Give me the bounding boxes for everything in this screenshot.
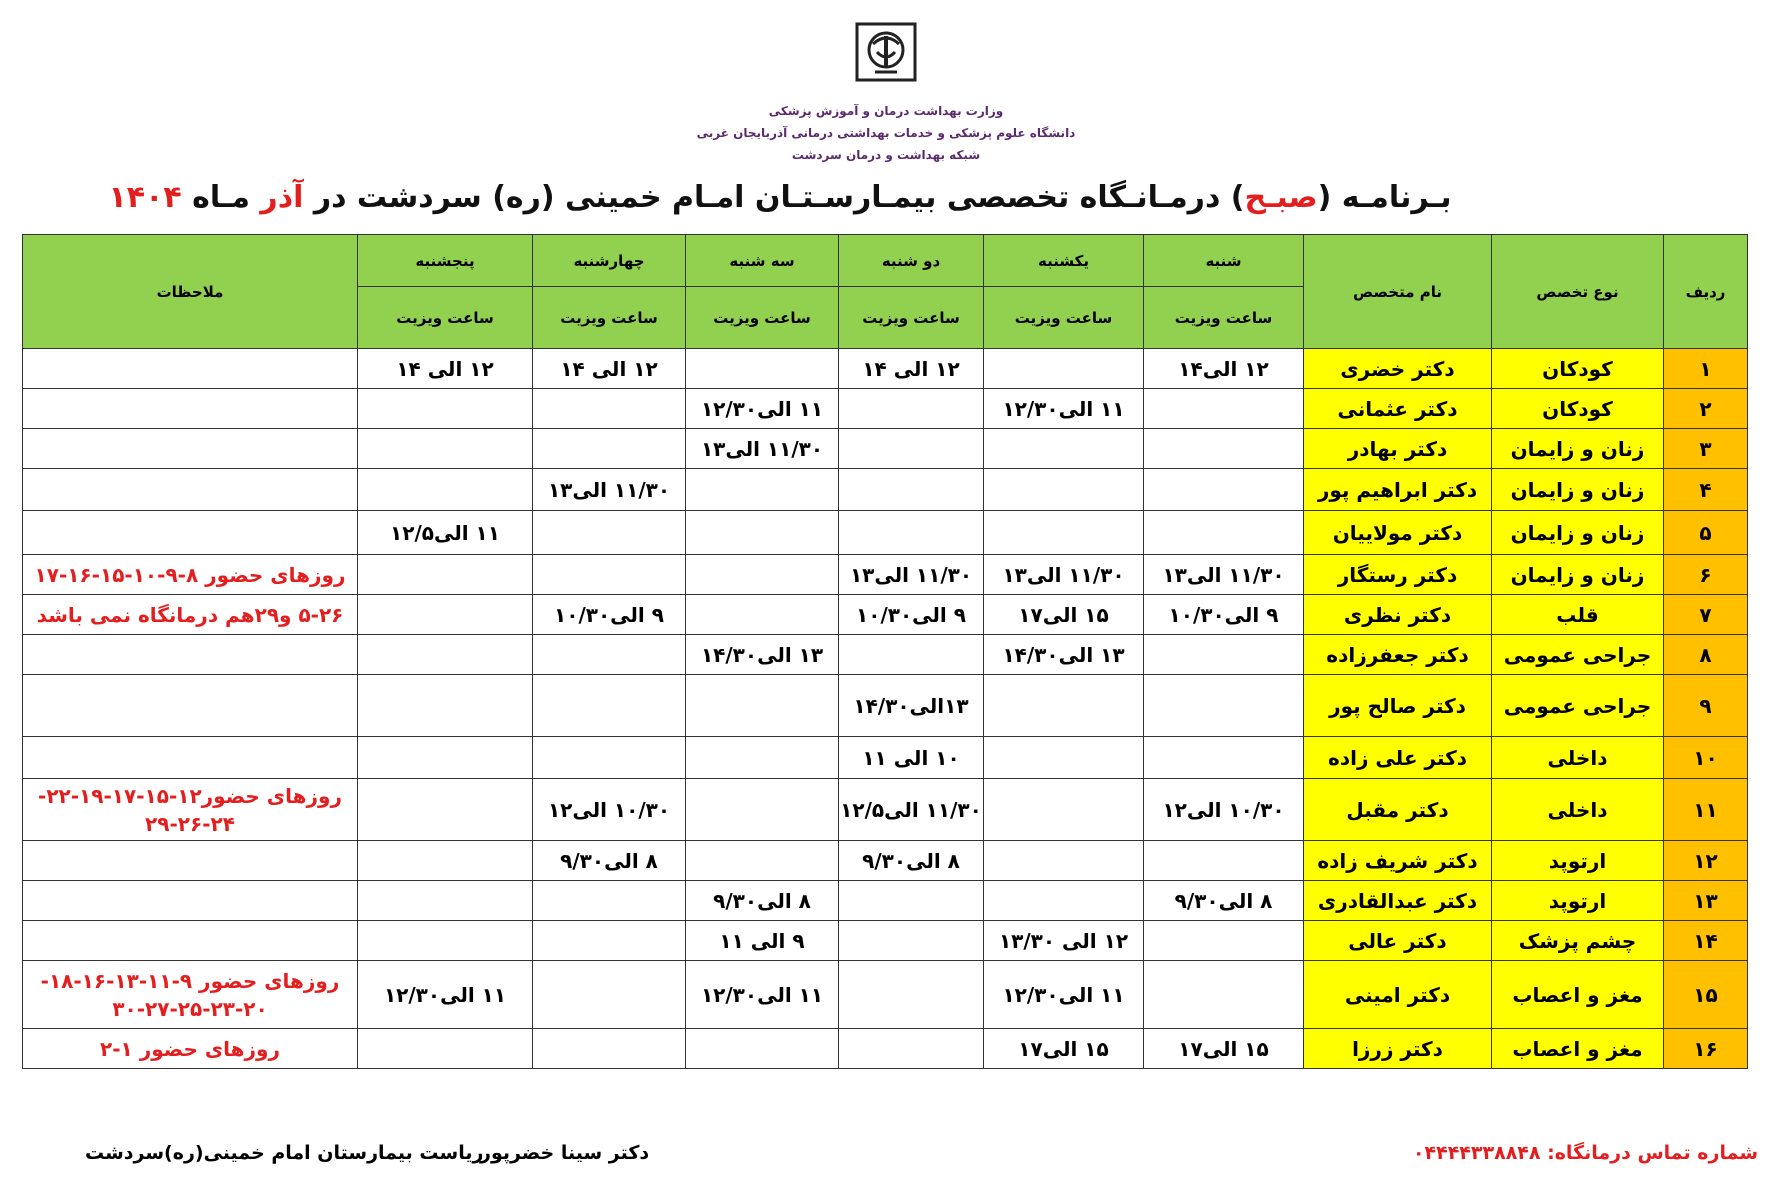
visit-time-cell-wed xyxy=(533,511,686,555)
specialty-cell: داخلی xyxy=(1492,737,1664,779)
visit-time-cell-wed xyxy=(533,429,686,469)
ministry-line: وزارت بهداشت درمان و آموزش پزشکی xyxy=(768,104,1004,118)
notes-cell xyxy=(23,429,358,469)
visit-time-cell-sat xyxy=(1144,841,1304,881)
visit-time-cell-thu xyxy=(358,881,533,921)
specialty-cell: داخلی xyxy=(1492,779,1664,841)
visit-time-cell-tue xyxy=(686,841,839,881)
specialty-cell: زنان و زایمان xyxy=(1492,469,1664,511)
visit-time-cell-tue: ۱۳ الی۱۴/۳۰ xyxy=(686,635,839,675)
table-row xyxy=(23,961,1748,1029)
visit-time-cell-sat: ۸ الی۹/۳۰ xyxy=(1144,881,1304,921)
header-visit-time: ساعت ویزیت xyxy=(686,287,839,349)
table-row xyxy=(23,635,1748,675)
row-number-cell: ۱۳ xyxy=(1664,881,1748,921)
table-row xyxy=(23,511,1748,555)
header-notes: ملاحظات xyxy=(23,235,358,349)
table-row xyxy=(23,1029,1748,1069)
visit-time-cell-wed xyxy=(533,389,686,429)
specialty-cell: قلب xyxy=(1492,595,1664,635)
doctor-cell: دکتر شریف زاده xyxy=(1304,841,1492,881)
doctor-cell: دکتر رستگار xyxy=(1304,555,1492,595)
visit-time-cell-thu xyxy=(358,921,533,961)
visit-time-cell-tue xyxy=(686,469,839,511)
visit-time-cell-thu xyxy=(358,469,533,511)
row-number-cell: ۱ xyxy=(1664,349,1748,389)
visit-time-cell-tue: ۱۱ الی۱۲/۳۰ xyxy=(686,389,839,429)
visit-time-cell-wed xyxy=(533,555,686,595)
doctor-cell: دکتر نظری xyxy=(1304,595,1492,635)
signer-title: ریاست بیمارستان امام خمینی(ره)سردشت xyxy=(85,1142,484,1164)
signer-name: دکتر سینا خضرپور xyxy=(480,1142,650,1164)
visit-time-cell-mon: ۹ الی۱۰/۳۰ xyxy=(839,595,984,635)
visit-time-cell-sun: ۱۵ الی۱۷ xyxy=(984,1029,1144,1069)
header-visit-time: ساعت ویزیت xyxy=(1144,287,1304,349)
visit-time-cell-wed xyxy=(533,675,686,737)
visit-time-cell-thu xyxy=(358,595,533,635)
page-title xyxy=(0,180,1560,215)
visit-time-cell-thu xyxy=(358,737,533,779)
header-specialty: نوع تخصص xyxy=(1492,235,1664,349)
schedule-table xyxy=(22,234,1748,1069)
table-row xyxy=(23,675,1748,737)
row-number-cell: ۱۶ xyxy=(1664,1029,1748,1069)
visit-time-cell-tue: ۸ الی۹/۳۰ xyxy=(686,881,839,921)
title-highlight-month: آذر xyxy=(260,180,304,215)
notes-cell: روزهای حضور ۸-۹-۱۰-۱۵-۱۶-۱۷ xyxy=(23,555,358,595)
doctor-cell: دکتر خضری xyxy=(1304,349,1492,389)
visit-time-cell-tue xyxy=(686,675,839,737)
visit-time-cell-sat: ۱۰/۳۰ الی۱۲ xyxy=(1144,779,1304,841)
visit-time-cell-sun xyxy=(984,469,1144,511)
visit-time-cell-mon xyxy=(839,511,984,555)
doctor-cell: دکتر عثمانی xyxy=(1304,389,1492,429)
header-org-lines xyxy=(0,100,1772,166)
table-row xyxy=(23,595,1748,635)
visit-time-cell-thu xyxy=(358,555,533,595)
visit-time-cell-mon: ۸ الی۹/۳۰ xyxy=(839,841,984,881)
visit-time-cell-mon xyxy=(839,1029,984,1069)
visit-time-cell-mon: ۱۲ الی ۱۴ xyxy=(839,349,984,389)
visit-time-cell-sun xyxy=(984,881,1144,921)
table-row xyxy=(23,389,1748,429)
visit-time-cell-thu xyxy=(358,675,533,737)
title-highlight-morning: صبـح xyxy=(1244,180,1318,215)
visit-time-cell-mon xyxy=(839,429,984,469)
visit-time-cell-sat xyxy=(1144,511,1304,555)
doctor-cell: دکتر جعفرزاده xyxy=(1304,635,1492,675)
visit-time-cell-wed: ۹ الی۱۰/۳۰ xyxy=(533,595,686,635)
clinic-contact-number: شماره تماس درمانگاه: ۰۴۴۴۴۳۳۸۸۴۸ xyxy=(1412,1142,1758,1164)
header-doctor: نام متخصص xyxy=(1304,235,1492,349)
visit-time-cell-sun xyxy=(984,675,1144,737)
visit-time-cell-wed: ۱۰/۳۰ الی۱۲ xyxy=(533,779,686,841)
visit-time-cell-sat xyxy=(1144,469,1304,511)
visit-time-cell-tue: ۱۱/۳۰ الی۱۳ xyxy=(686,429,839,469)
header-day-mon: دو شنبه xyxy=(839,235,984,287)
visit-time-cell-wed xyxy=(533,737,686,779)
visit-time-cell-mon xyxy=(839,469,984,511)
visit-time-cell-tue xyxy=(686,1029,839,1069)
specialty-cell: زنان و زایمان xyxy=(1492,429,1664,469)
visit-time-cell-thu xyxy=(358,1029,533,1069)
visit-time-cell-sun xyxy=(984,349,1144,389)
table-row xyxy=(23,429,1748,469)
visit-time-cell-tue xyxy=(686,555,839,595)
doctor-cell: دکتر مولاییان xyxy=(1304,511,1492,555)
visit-time-cell-mon xyxy=(839,921,984,961)
visit-time-cell-tue xyxy=(686,511,839,555)
specialty-cell: ارتوپد xyxy=(1492,881,1664,921)
specialty-cell: زنان و زایمان xyxy=(1492,555,1664,595)
visit-time-cell-tue xyxy=(686,595,839,635)
specialty-cell: مغز و اعصاب xyxy=(1492,961,1664,1029)
visit-time-cell-thu xyxy=(358,389,533,429)
visit-time-cell-sat xyxy=(1144,675,1304,737)
row-number-cell: ۲ xyxy=(1664,389,1748,429)
visit-time-cell-sat: ۹ الی۱۰/۳۰ xyxy=(1144,595,1304,635)
visit-time-cell-tue: ۱۱ الی۱۲/۳۰ xyxy=(686,961,839,1029)
visit-time-cell-thu xyxy=(358,841,533,881)
notes-cell xyxy=(23,469,358,511)
visit-time-cell-wed xyxy=(533,961,686,1029)
header-day-wed: چهارشنبه xyxy=(533,235,686,287)
visit-time-cell-sun: ۱۳ الی۱۴/۳۰ xyxy=(984,635,1144,675)
visit-time-cell-sat: ۱۱/۳۰ الی۱۳ xyxy=(1144,555,1304,595)
specialty-cell: چشم پزشک xyxy=(1492,921,1664,961)
specialty-cell: کودکان xyxy=(1492,389,1664,429)
table-row xyxy=(23,881,1748,921)
visit-time-cell-sun: ۱۲ الی ۱۳/۳۰ xyxy=(984,921,1144,961)
doctor-cell: دکتر عبدالقادری xyxy=(1304,881,1492,921)
visit-time-cell-mon xyxy=(839,635,984,675)
row-number-cell: ۷ xyxy=(1664,595,1748,635)
visit-time-cell-tue xyxy=(686,779,839,841)
row-number-cell: ۹ xyxy=(1664,675,1748,737)
visit-time-cell-thu xyxy=(358,635,533,675)
visit-time-cell-sat xyxy=(1144,429,1304,469)
visit-time-cell-wed xyxy=(533,881,686,921)
header-visit-time: ساعت ویزیت xyxy=(358,287,533,349)
visit-time-cell-sun xyxy=(984,779,1144,841)
visit-time-cell-sat: ۱۵ الی۱۷ xyxy=(1144,1029,1304,1069)
table-row xyxy=(23,555,1748,595)
row-number-cell: ۳ xyxy=(1664,429,1748,469)
table-row xyxy=(23,349,1748,389)
header-day-sun: یکشنبه xyxy=(984,235,1144,287)
visit-time-cell-sat xyxy=(1144,961,1304,1029)
doctor-cell: دکتر صالح پور xyxy=(1304,675,1492,737)
row-number-cell: ۵ xyxy=(1664,511,1748,555)
table-row xyxy=(23,841,1748,881)
visit-time-cell-thu: ۱۱ الی۱۲/۵ xyxy=(358,511,533,555)
doctor-cell: دکتر مقبل xyxy=(1304,779,1492,841)
visit-time-cell-sun xyxy=(984,429,1144,469)
visit-time-cell-sat xyxy=(1144,921,1304,961)
visit-time-cell-sat: ۱۲ الی۱۴ xyxy=(1144,349,1304,389)
notes-cell: روزهای حضور ۹-۱۱-۱۳-۱۶-۱۸- ۲۰-۲۳-۲۵-۲۷-۳۰ xyxy=(23,961,358,1029)
row-number-cell: ۱۵ xyxy=(1664,961,1748,1029)
specialty-cell: جراحی عمومی xyxy=(1492,675,1664,737)
table-row xyxy=(23,737,1748,779)
visit-time-cell-sun xyxy=(984,737,1144,779)
notes-cell xyxy=(23,881,358,921)
visit-time-cell-wed xyxy=(533,635,686,675)
specialty-cell: کودکان xyxy=(1492,349,1664,389)
network-line: شبکه بهداشت و درمان سردشت xyxy=(791,148,981,162)
header-visit-time: ساعت ویزیت xyxy=(984,287,1144,349)
notes-cell xyxy=(23,675,358,737)
notes-cell xyxy=(23,737,358,779)
specialty-cell: ارتوپد xyxy=(1492,841,1664,881)
header-day-tue: سه شنبه xyxy=(686,235,839,287)
title-year: ۱۴۰۴ xyxy=(108,180,182,215)
row-number-cell: ۱۴ xyxy=(1664,921,1748,961)
ministry-emblem-icon xyxy=(855,22,917,82)
notes-cell: ۵-۲۶ و۲۹هم درمانگاه نمی باشد xyxy=(23,595,358,635)
visit-time-cell-wed xyxy=(533,921,686,961)
visit-time-cell-mon: ۱۰ الی ۱۱ xyxy=(839,737,984,779)
header-visit-time: ساعت ویزیت xyxy=(839,287,984,349)
visit-time-cell-tue xyxy=(686,737,839,779)
visit-time-cell-sun: ۱۵ الی۱۷ xyxy=(984,595,1144,635)
visit-time-cell-thu: ۱۱ الی۱۲/۳۰ xyxy=(358,961,533,1029)
specialty-cell: جراحی عمومی xyxy=(1492,635,1664,675)
title-part2: ) درمـانـگاه تخصصی بیمـارسـتـان امـام خمینی (ره) سردشت در xyxy=(303,180,1245,215)
header-visit-time: ساعت ویزیت xyxy=(533,287,686,349)
notes-cell xyxy=(23,349,358,389)
visit-time-cell-thu xyxy=(358,429,533,469)
visit-time-cell-mon: ۱۳الی۱۴/۳۰ xyxy=(839,675,984,737)
visit-time-cell-wed xyxy=(533,1029,686,1069)
visit-time-cell-mon: ۱۱/۳۰ الی۱۳ xyxy=(839,555,984,595)
visit-time-cell-thu: ۱۲ الی ۱۴ xyxy=(358,349,533,389)
specialty-cell: مغز و اعصاب xyxy=(1492,1029,1664,1069)
row-number-cell: ۱۰ xyxy=(1664,737,1748,779)
table-row xyxy=(23,779,1748,841)
visit-time-cell-tue: ۹ الی ۱۱ xyxy=(686,921,839,961)
header-day-sat: شنبه xyxy=(1144,235,1304,287)
title-part3: مـاه xyxy=(181,180,261,215)
table-row xyxy=(23,469,1748,511)
table-row xyxy=(23,921,1748,961)
visit-time-cell-sun xyxy=(984,841,1144,881)
header-row-days xyxy=(23,235,1748,287)
visit-time-cell-sun xyxy=(984,511,1144,555)
header-row-number: ردیف xyxy=(1664,235,1748,349)
notes-cell xyxy=(23,635,358,675)
visit-time-cell-mon xyxy=(839,389,984,429)
visit-time-cell-sun: ۱۱ الی۱۲/۳۰ xyxy=(984,389,1144,429)
notes-cell xyxy=(23,921,358,961)
visit-time-cell-tue xyxy=(686,349,839,389)
visit-time-cell-sat xyxy=(1144,635,1304,675)
header-day-thu: پنجشنبه xyxy=(358,235,533,287)
notes-cell xyxy=(23,841,358,881)
doctor-cell: دکتر علی زاده xyxy=(1304,737,1492,779)
notes-cell: روزهای حضور۱۲-۱۵-۱۷-۱۹-۲۲- ۲۴-۲۶-۲۹ xyxy=(23,779,358,841)
row-number-cell: ۱۲ xyxy=(1664,841,1748,881)
row-number-cell: ۸ xyxy=(1664,635,1748,675)
specialty-cell: زنان و زایمان xyxy=(1492,511,1664,555)
university-line: دانشگاه علوم پزشکی و خدمات بهداشتی درمانی آذربایجان غربی xyxy=(696,126,1076,140)
doctor-cell: دکتر امینی xyxy=(1304,961,1492,1029)
notes-cell xyxy=(23,389,358,429)
row-number-cell: ۱۱ xyxy=(1664,779,1748,841)
visit-time-cell-thu xyxy=(358,779,533,841)
doctor-cell: دکتر ابراهیم پور xyxy=(1304,469,1492,511)
doctor-cell: دکتر بهادر xyxy=(1304,429,1492,469)
notes-cell: روزهای حضور ۱-۲ xyxy=(23,1029,358,1069)
visit-time-cell-mon: ۱۱/۳۰ الی۱۲/۵ xyxy=(839,779,984,841)
visit-time-cell-wed: ۱۲ الی ۱۴ xyxy=(533,349,686,389)
visit-time-cell-sun: ۱۱ الی۱۲/۳۰ xyxy=(984,961,1144,1029)
visit-time-cell-sat xyxy=(1144,389,1304,429)
visit-time-cell-wed: ۸ الی۹/۳۰ xyxy=(533,841,686,881)
title-part1: بـرنامـه ( xyxy=(1317,180,1452,215)
row-number-cell: ۴ xyxy=(1664,469,1748,511)
notes-cell xyxy=(23,511,358,555)
schedule-body xyxy=(23,349,1748,1069)
row-number-cell: ۶ xyxy=(1664,555,1748,595)
visit-time-cell-sat xyxy=(1144,737,1304,779)
visit-time-cell-mon xyxy=(839,961,984,1029)
visit-time-cell-mon xyxy=(839,881,984,921)
visit-time-cell-sun: ۱۱/۳۰ الی۱۳ xyxy=(984,555,1144,595)
doctor-cell: دکتر عالی xyxy=(1304,921,1492,961)
visit-time-cell-wed: ۱۱/۳۰ الی۱۳ xyxy=(533,469,686,511)
doctor-cell: دکتر زرزا xyxy=(1304,1029,1492,1069)
